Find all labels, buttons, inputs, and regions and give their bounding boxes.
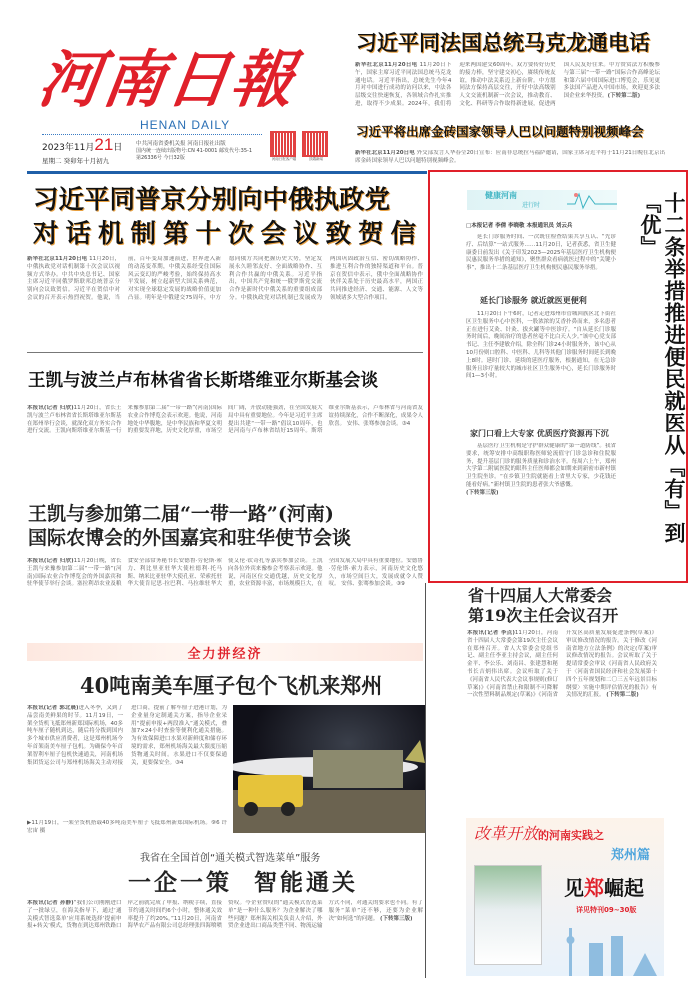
- headline-wangkai-expo-line1[interactable]: 王凯与参加第二届“一带一路”(河南): [28, 503, 334, 525]
- headline-npc-line2[interactable]: 第19次主任会议召开: [468, 606, 619, 625]
- article-body: 11月20日，河南省十四届人大常委会第19次主任会议在郑州召开。省人大常委会党组书记、副主任李亚主持会议，副主任何金平、李公乐、刘南昌、张建慧和秘书长吉炳伟出席。会议听取了关于《河南省人民代表大会议事规则(修订草案)》《河南省禁止和限制不可降解一次性塑料制品规定(草案)》《河南省开发区高质量发展促进条例(草案)》审议修改情况的报告。关于修改《河南省地方立法条例》的决定(草案)审议修改情况的报告。会议听取了关于提请常委会审议《河南省人民政府关于〈河南省国民经济和社会发展第十四个五年规划和二〇三五年远景目标纲要〉实施中期评估情况的报告》有关情况的汇报。: [467, 630, 657, 699]
- health-vertical-headline[interactable]: 十二条举措推进便民就医从『有』到『优』: [638, 192, 687, 544]
- blue-rule: [27, 171, 427, 174]
- qr-client[interactable]: [270, 131, 298, 161]
- qr-code-icon: [302, 131, 328, 157]
- dateline: 本报讯(记者 归欣): [27, 405, 74, 411]
- article-wangkai-expo: [27, 558, 423, 628]
- ad-subtitle: 郑州篇: [611, 848, 651, 863]
- heartbeat-icon: [567, 190, 617, 210]
- divider: [27, 352, 423, 353]
- article-body: “我们公司刚刚进口了一批绿豆，在海关指导下，通过‘通关模式智选菜单’应用系统选择‘提前申报+转关’模式，货物在到达郑州铁路口岸之前就完成了申报、纳税手续，直接节约通关时间约6个小时，整体通关效率提升了约20%。”11月20日，河南省海华农产品有限公司总经理张四海喷喷赞叹。今企业赞叹的“通关模式智选菜单”是一种什么服务？为企业解决了哪些问题？郑州海关相关负责人介绍，外贸企业进出口商品类型不同、物流运输方式不同，对通关的要求也不同。有了服务“菜单”还不够，还要为企业解决“如何选”的问题。: [27, 900, 423, 930]
- article-brics: [355, 150, 665, 166]
- cargo-plane-illustration: [233, 705, 425, 833]
- article-customs: [27, 900, 423, 978]
- publisher: 中共河南省委机关报 河南日报社出版: [136, 141, 226, 147]
- banner-subtitle: 进行时: [522, 202, 541, 209]
- kicker-customs: 我省在全国首创“通关模式智选菜单”服务: [140, 853, 321, 864]
- english-title: HENAN DAILY: [140, 118, 231, 132]
- newspaper-logo: 河南日報: [34, 43, 301, 116]
- headline-wangkai-expo-line2[interactable]: 国际农博会的外国嘉宾和驻华使节会谈: [28, 527, 352, 549]
- dateline: 新华社北京11月20日电: [355, 150, 415, 156]
- photo-caption: ▶11月19日，一架全货机搭载40多吨南美车厘子飞抵郑州新郑国际机场。⑨6 许宏宙 摄: [27, 820, 227, 834]
- health-body-2: [466, 443, 616, 568]
- dateline: 新华社北京11月20日电: [27, 256, 88, 262]
- health-subhead-2: 家门口看上大专家 优质医疗资源再下沉: [470, 429, 609, 438]
- weekday-lunar: 星期二 癸卯年十月初九: [42, 157, 110, 165]
- article-body: 11月20日，省长王凯与波兰卢布林省省长斯塔维亚尔斯基在郑州举行会谈，就深化双方务实合作进行交流。王凯向斯塔维亚尔斯基一行来豫参加第二届“一带一路”(河南)国际农业合作博览会表示欢迎。他说，河南地处中华腹地，是中华民族和华夏文明的重要发祥地，历史文化厚重，市场空间广阔，开放动能强劲，在全国发展大局中具有重要地位。今年是习近平主席提出共建“一带一路”倡议10周年，也是河南与卢布林省结好15周年。斯塔维亚尔斯基表示，卢布林省与河南省友谊持续深化，合作不断深化，成果令人欣喜。: [27, 405, 423, 435]
- banner-title: 健康河南: [485, 191, 517, 200]
- article-wangkai-poland: [27, 405, 423, 483]
- column-rule: [425, 583, 426, 978]
- issue-number: 第26336号 今日32版: [136, 155, 185, 161]
- article-body: 11月20日，中俄执政党对话机制第十次会议以视频方式举办。中共中央总书记、国家主席习近平同俄罗斯联邦总统普京分别向会议致贺信。习近平在贺信中对会议的召开表示热烈祝贺。他说，当前，百年变局加速演进，世界进入新的动荡变革期，中俄关系经受住国际风云变幻的严峻考验，始终保持高水平发展，树立起新型大国关系典范，对实现全球稳定发展的战略价值更加凸显。明年是中俄建交75周年，中方愿同俄方共同把握历史大势，坚定发展永久睦邻友好、全面战略协作、互利合作共赢的中俄关系。习近平指出，中国共产党和统一俄罗斯党交流合作是新时代中俄关系的重要组成部分。中俄执政党对话机制已发展成为两国巩固政治互信、密切战略协作、推进互利合作的独特渠道和平台。普京在贺信中表示，俄中全面战略协作伙伴关系处于历史最高水平，两国正共同推进经济、交通、能源、人文等领域诸多大型合作项目。: [27, 256, 423, 301]
- continued-note: (下转第三版): [466, 489, 499, 496]
- article-npc: [467, 630, 657, 802]
- headline-npc-line1[interactable]: 省十四届人大常委会: [468, 586, 613, 605]
- article-body: 延长门诊服务时间、一次既往检查结果共享互认、“先诊疗、后结算”一站式服务……11月20日，记者获悉，省卫生健康委日前发出《关于印发2023—2025年基层医疗卫生机构便民惠民服务举措的通知》，聚焦群众看病就医过程中的“关键小事”，推出十二条基层医疗卫生机构便民惠民服务举措。: [466, 234, 616, 272]
- article-body: 11月20日下午，国家主席习近平同法国总统马克龙通电话。习近平指出，总统先生今年4月对中国进行成功的访问以来，中法各层级交往快速恢复，各领域合作扎实推进，取得不少成果。2024年，我们将迎来两国建交60周年。双方要传好历史的接力棒，坚守建交初心，赓续传统友谊，推动中法关系迈上新台阶。中方愿同法方保持高层交往，开好中法高级别人文交流机制新一次会议，推动教育、文化、科研等合作取得新进展，促进两国人民友好往来。中方赞赏法方积极参与第三届“一带一路”国际合作高峰论坛和第六届中国国际进口博览会，乐见更多法国产品进入中国市场，欢迎更多法国企业来华投资。: [355, 62, 660, 107]
- continued-note: (下转第二版): [606, 692, 639, 699]
- cargo-plane-photo: [233, 705, 425, 833]
- headline-customs[interactable]: 一企一策 智能通关: [128, 869, 359, 896]
- article-body: 基层医疗卫生机构是守护群众健康的“第一道防线”。我省要求，统筹安排中高级职称医师轮流值守门诊急诊和住院服务，提升基层门诊的服务质量和诊治水平。每周六上午，郑州大学第二附属医院的眼科主任医师都会如期来到新密市新村镇卫生院坐诊。“在乡镇卫生院就能看上省里大专家，少花钱还能看好病。”新村镇卫生院的患者张大爷感慨。: [466, 443, 616, 488]
- health-body-1: [466, 311, 616, 423]
- qr-app[interactable]: [302, 131, 330, 161]
- dateline: 本报讯(记者 孙静): [27, 900, 74, 906]
- ad-slogan: [564, 876, 644, 901]
- ad-title: [474, 824, 604, 846]
- date-prefix: 2023年11月: [42, 143, 95, 153]
- continued-note: (下转第二版): [607, 93, 641, 100]
- dateline: 本报讯(记者 郭北晨): [27, 705, 79, 711]
- issue-date: [42, 135, 122, 158]
- qr-label: 河南日报客户端: [271, 157, 297, 161]
- dateline: 本报讯(记者 李点): [467, 630, 515, 636]
- article-body: 11月20日下午6时，记者走进郑州市管城回族区北下街社区卫生服务中心中医科，一股浓浓的艾香扑鼻而来，多名患者正在进行艾灸、针灸、拔火罐等中医诊疗。“自从延长门诊服务时间后，晚间治疗的患者丝毫不比白天人少。”该中心党支部书记、主任李建敏介绍，除全科门诊24小时服务外，该中心从10月份则口腔科、中医科、儿科等其他门诊服务时间延长到晚上8时。延时门诊、延续的延医疗服务，根据通知，在无急诊服务且诊疗量较大的城市社区卫生服务中心，延长门诊服务时间1—3小时。: [466, 311, 616, 380]
- date-suffix: 日: [113, 143, 123, 153]
- article-body: 11月20日晚，省长王凯与来豫参加第二届“一带一路”(河南)国际农业合作博览会的外国嘉宾和驻华使节举行会谈。塞拉利昂农业及粮食安全部常务秘书长安德鲁·劳伦斯·索力、利比里亚驻华大使杜德利·托马斯、纳米比亚驻华大使孔亚、荣索托驻华大使肯尼思·拉巴利、马拉维驻华大使艾伦·钦奇扎等嘉宾参加会谈。王凯向各位外宾来豫参会考察表示欢迎。他说，河南区位交通优越，历史文化厚重，农业资源丰富，市场规模巨大，在全国发展大局中具有重要地位。安德鲁·劳伦斯·索力表示，河南历史文化悠久，市场空间巨大，发展成就令人赞叹。: [27, 558, 423, 588]
- ad-title-text: 的河南实践之: [538, 829, 605, 842]
- slogan-part: 郑: [584, 876, 604, 900]
- article-body: 外交部发言人华春莹20日宣布：应南非总统拉马福萨邀请，国家主席习近平将于11月21日晚在北京出席金砖国家领导人巴以问题特别视频峰会。: [355, 150, 665, 164]
- health-byline: □本报记者 李倩 李晓敬 本报通讯员 刘云兵: [466, 223, 573, 229]
- headline-brics[interactable]: 习近平将出席金砖国家领导人巴以问题特别视频峰会: [356, 124, 644, 139]
- reform-special-ad[interactable]: [466, 818, 664, 976]
- qr-code-icon: [270, 131, 296, 157]
- special-issue-cover: [474, 865, 542, 965]
- section-band: [27, 643, 423, 661]
- publisher-info: [136, 141, 268, 162]
- date-day: 21: [94, 135, 114, 154]
- dateline: 新华社北京11月20日电: [355, 62, 418, 68]
- ad-script-logo: 改革开放: [474, 824, 539, 843]
- continued-note: (下转第三版): [379, 915, 413, 922]
- skyline-icon: [561, 918, 661, 976]
- cn-number: 国内统一连续出版物号:CN 41-0001 邮发代号:35-1: [136, 148, 253, 154]
- byline: 安伟、张骞参加会谈。③9: [341, 581, 405, 588]
- article-body: 进入冬季，又到了品尝南美鲜果的时节。11月19日，一架全货机飞抵郑州新郑国际机场，40多吨车厘子随机到达，随后将分拨到国内多个城市供应消费者，这是郑州机场今年首架南美车厘子包机。为确保今年首架智利车厘子包机快速通关，河南机场集团货运公司与郑州机场海关主动对接进口商，提前了解车厘子进港计划，为企业量身定制通关方案，指导企业采用“提前申报+两段准入”通关模式，叠加7×24小时查验等便利化通关措施。为有效保障进口水果对新鲜度和储存环境的需求，郑州机场海关最大限度压缩货物通关时间。水果进口不仅要保通关，更要保安全。③4: [27, 705, 227, 766]
- slogan-part: 见: [564, 876, 584, 900]
- headline-xi-macron[interactable]: 习近平同法国总统马克龙通电话: [356, 31, 650, 55]
- article-xi-macron: [355, 62, 660, 110]
- dateline: 本报讯(记者 归欣): [27, 558, 74, 564]
- health-intro: [466, 234, 616, 289]
- headline-wangkai-poland[interactable]: 王凯与波兰卢布林省省长斯塔维亚尔斯基会谈: [28, 371, 378, 391]
- health-banner: [467, 190, 617, 210]
- lead-headline-line2[interactable]: 对话机制第十次会议致贺信: [33, 219, 424, 249]
- article-cherries: [27, 705, 227, 817]
- qr-label: 顶端新闻: [309, 157, 323, 161]
- section-label: 全力拼经济: [187, 647, 263, 662]
- ad-note: 详见特刊09~30版: [576, 906, 637, 914]
- headline-cherries[interactable]: 40吨南美车厘子包个飞机来郑州: [80, 673, 383, 698]
- lead-article: [27, 256, 423, 342]
- health-subhead-1: 延长门诊服务 就近就医更便利: [480, 296, 587, 305]
- byline: 安伟、张骞参加会谈。③4: [346, 420, 411, 427]
- lead-headline-line1[interactable]: 习近平同普京分别向中俄执政党: [33, 185, 391, 215]
- slogan-part: 崛起: [604, 876, 644, 900]
